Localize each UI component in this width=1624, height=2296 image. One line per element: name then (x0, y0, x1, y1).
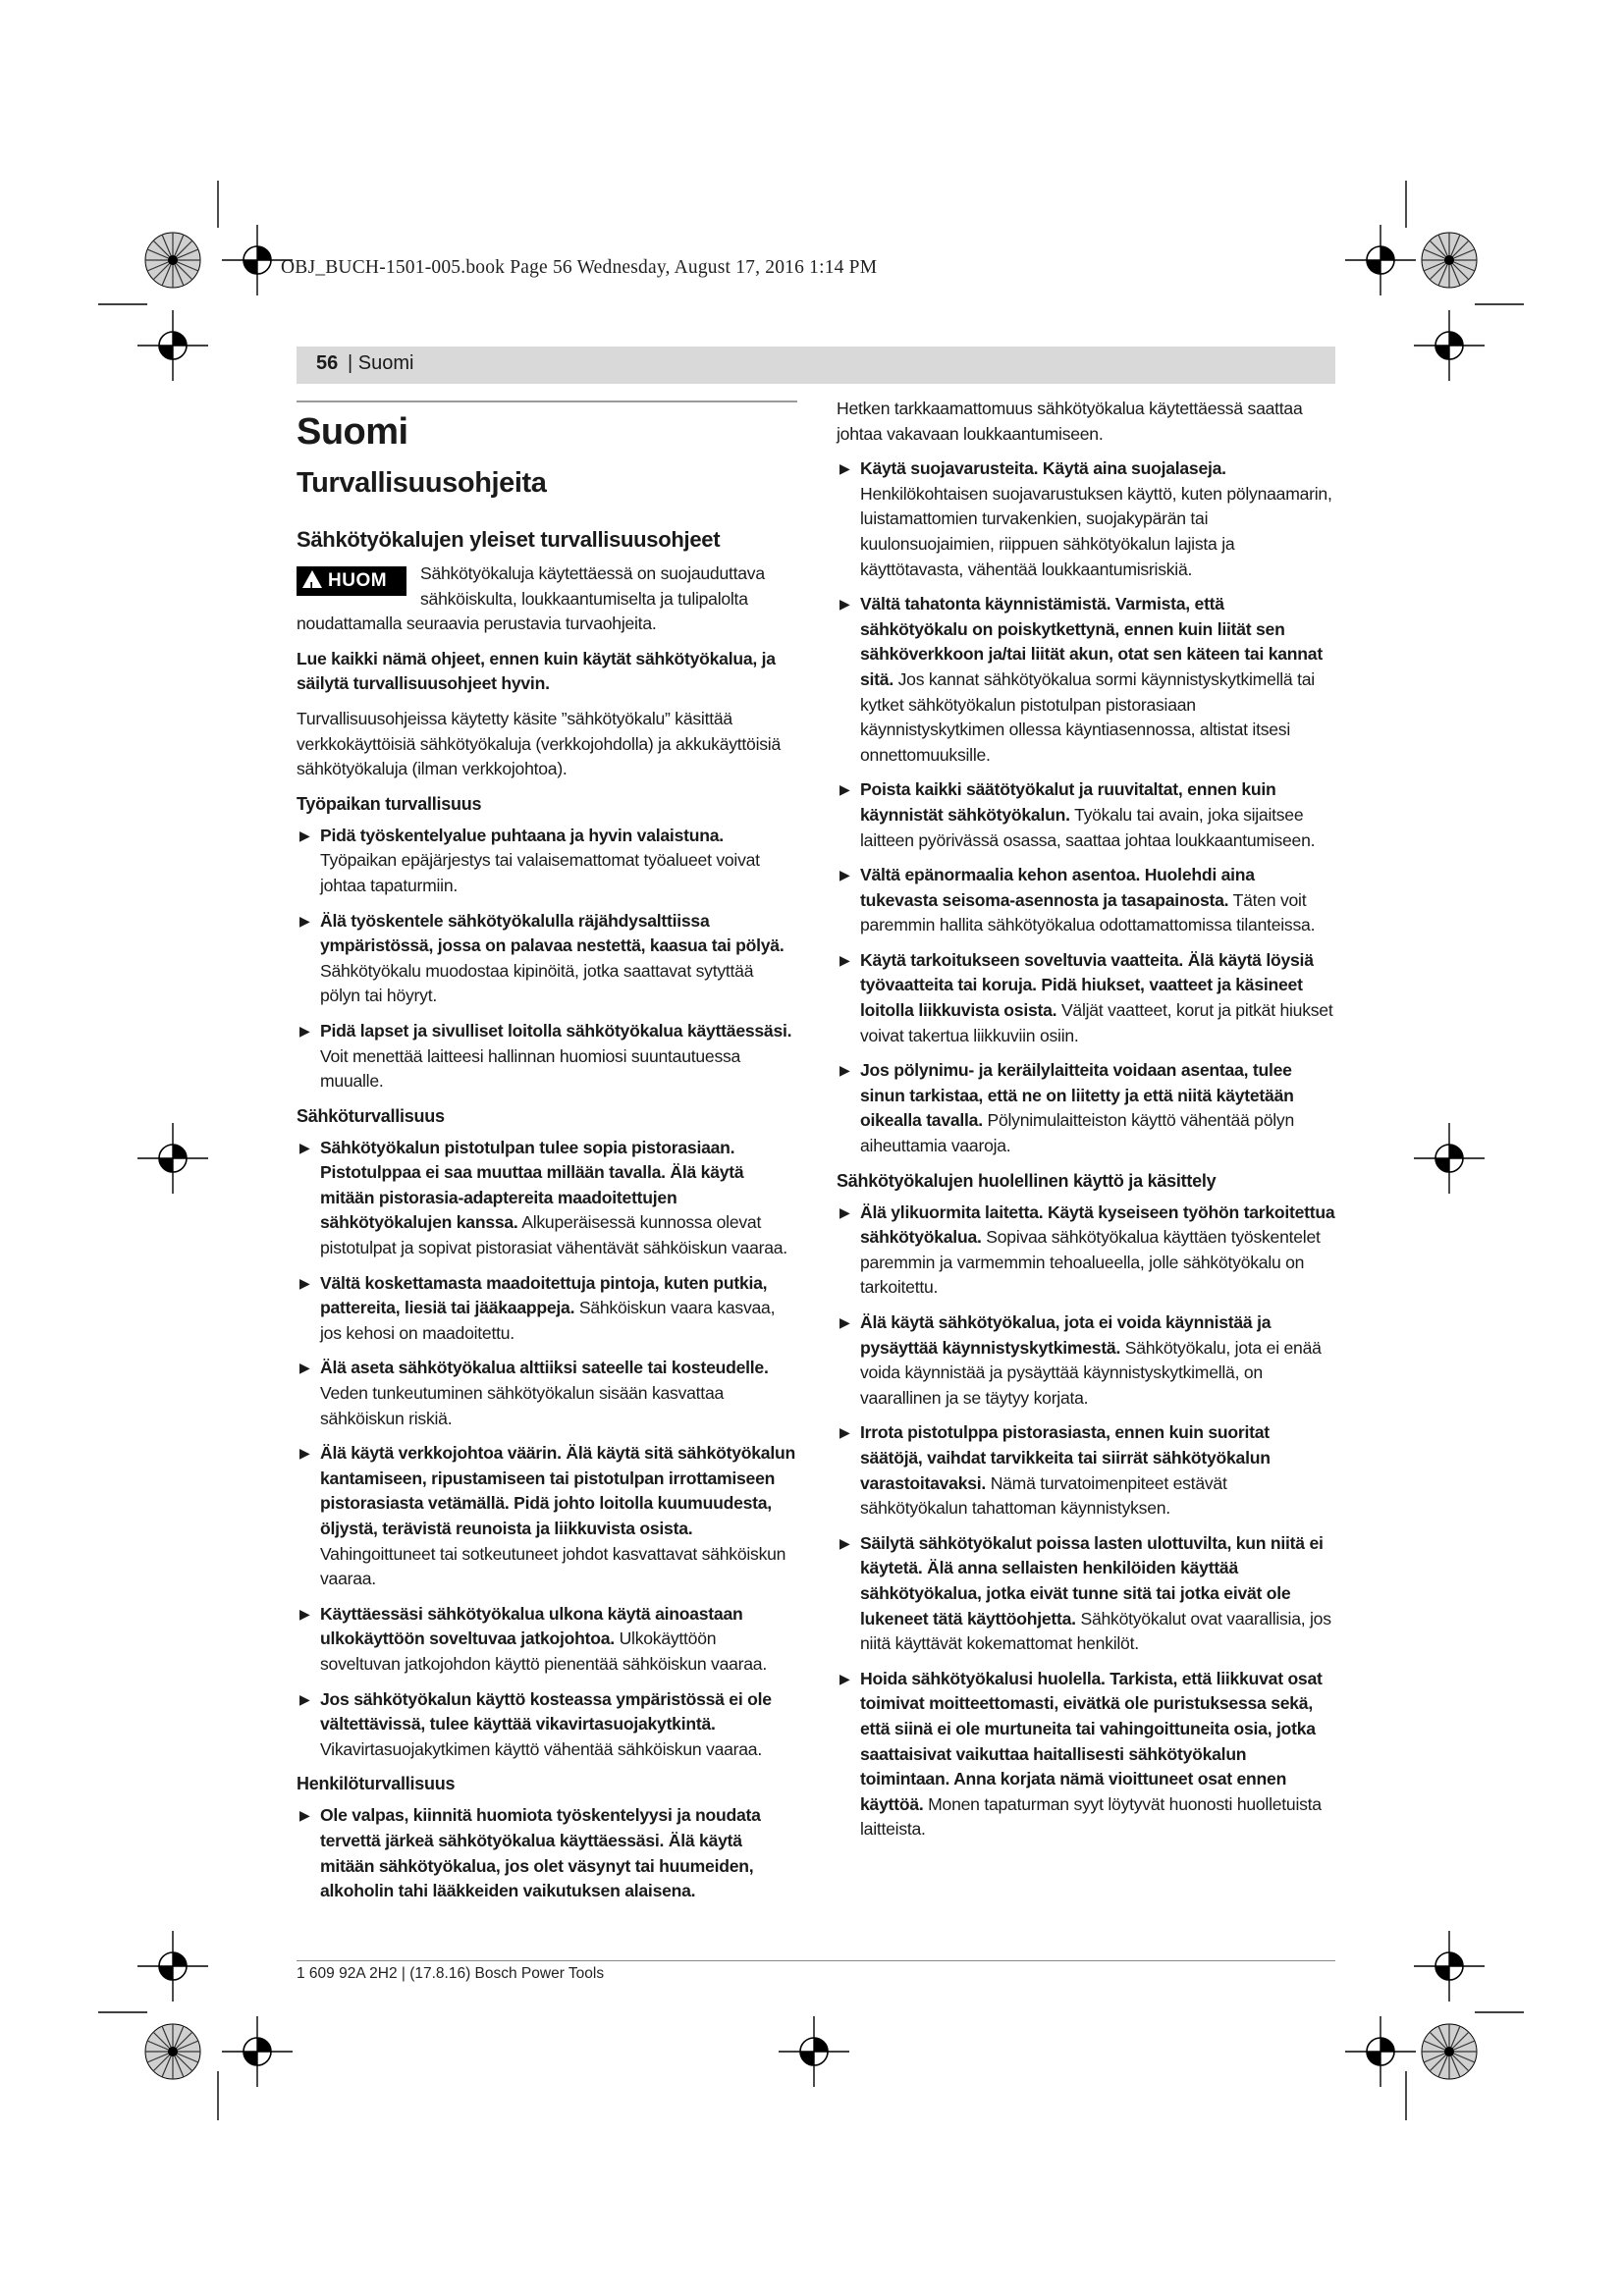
footer-rule (297, 1960, 1335, 1961)
page-footer: 1 609 92A 2H2 | (17.8.16) Bosch Power Tools (297, 1965, 605, 1982)
bullet-arrow-icon: ▶ (299, 1807, 310, 1824)
list-item: ▶ Käytä tarkoitukseen soveltuvia vaatteita. Älä käytä löysiä työvaatteita tai koruja. Pidä hiukset, vaatteet ja käsineet loitolla liikkuvista osista. Väljät vaatteet, korut ja pitkät hiukset voivat takertua liikkuviin osiin. (839, 949, 1333, 1045)
subsection-title: Sähkötyökalujen yleiset turvallisuusohjeet (297, 527, 721, 552)
bullet-arrow-icon: ▶ (839, 1670, 850, 1686)
bullet-arrow-icon: ▶ (299, 1690, 310, 1707)
bullet-arrow-icon: ▶ (839, 1534, 850, 1551)
intro-bold: Lue kaikki nämä ohjeet, ennen kuin käytät sähkötyökalua, ja säilytä turvallisuusohjeet hyvin. (297, 648, 776, 694)
list-item: ▶ Älä käytä verkkojohtoa väärin. Älä käytä sitä sähkötyökalun kantamiseen, ripustamiseen tai pistotulpan irrottamiseen pistorasiasta vetämällä. Pidä johto loitolla kuumuudesta, öljystä, terävistä reunoista ja liikkuvista osista. Vahingoittuneet tai sotkeutuneet johdot kasvattavat sähköiskun vaaraa. (299, 1443, 795, 1589)
warning-block (297, 561, 797, 637)
intro-text: Turvallisuusohjeissa käytetty käsite ”sähkötyökalu” käsittää verkkokäyttöisiä sähkötyökaluja (verkkojohdolla) ja akkukäyttöisiä sähkötyökaluja (ilman verkkojohtoa). (297, 708, 781, 779)
list-item: ▶ Käytä suojavarusteita. Käytä aina suojalaseja. Henkilökohtaisen suojavarustuksen käyttö, kuten pölynaamarin, luistamattomien turvakenkien, suojakypärän tai kuulonsuojaimien, riippuen sähkötyökalun lajista ja käyttötavasta, vähentää loukkaantumisriskiä. (839, 458, 1332, 579)
bullet-arrow-icon: ▶ (299, 1022, 310, 1039)
bullet-arrow-icon: ▶ (299, 1274, 310, 1291)
list-item: ▶ Säilytä sähkötyökalut poissa lasten ulottuvilta, kun niitä ei käytetä. Älä anna sellaisten henkilöiden käyttää sähkötyökalua, jotka eivät tunne sitä tai jotka eivät ole lukeneet tätä käyttöohjetta. Sähkötyökalut ovat vaarallisia, jos niitä käyttävät kokemattomat henkilöt. (839, 1532, 1331, 1654)
section-title: Turvallisuusohjeita (297, 467, 547, 499)
bullet-arrow-icon: ▶ (299, 827, 310, 843)
bullet-arrow-icon: ▶ (299, 1360, 310, 1376)
list-item: ▶ Jos sähkötyökalun käyttö kosteassa ympäristössä ei ole vältettävissä, tulee käyttää vikavirtasuojakytkintä. Vikavirtasuojakytkimen käyttö vähentää sähköiskun vaaraa. (299, 1688, 772, 1759)
list-item: ▶ Pidä työskentelyalue puhtaana ja hyvin valaistuna. Työpaikan epäjärjestys tai valaisemattomat työalueet voivat johtaa tapaturmiin. (299, 825, 760, 895)
bullet-arrow-icon: ▶ (839, 1203, 850, 1220)
warning-badge: ! HUOM (297, 566, 406, 596)
bullet-arrow-icon: ▶ (839, 781, 850, 798)
bullet-arrow-icon: ▶ (299, 1605, 310, 1622)
registration-target-icon (137, 310, 208, 381)
list-item: ▶ Poista kaikki säätötyökalut ja ruuvitaltat, ennen kuin käynnistät sähkötyökalun. Työkalu tai avain, joka sijaitsee laitteen pyörivässä osassa, saattaa johtaa loukkaantumiseen. (839, 779, 1316, 850)
header-section: | Suomi (348, 352, 414, 374)
list-item: ▶ Älä työskentele sähkötyökalulla räjähdysalttiissa ympäristössä, jossa on palavaa nestettä, kaasua tai pölyä. Sähkötyökalu muodostaa kipinöitä, jotka saattavat sytyttää pölyn tai höyryt. (299, 910, 785, 1006)
list-item: ▶ Älä aseta sähkötyökalua alttiiksi sateelle tai kosteudelle. Veden tunkeutuminen sähkötyökalun sisään kasvattaa sähköiskun riskiä. (299, 1358, 769, 1428)
bullet-arrow-icon: ▶ (839, 596, 850, 613)
list-item: ▶ Älä ylikuormita laitetta. Käytä kyseiseen työhön tarkoitettua sähkötyökalua. Sopivaa sähkötyökalua käyttäen työskentelet paremmin ja varmemmin tehoalueella, jolle sähkötyökalu on tarkoitettu. (839, 1201, 1335, 1298)
registration-rosette-icon (1422, 2024, 1477, 2079)
registration-target-icon (1345, 225, 1416, 295)
list-item: ▶ Ole valpas, kiinnitä huomiota työskentelyysi ja noudata tervettä järkeä sähkötyökalua käyttäessäsi. Älä käytä mitään sähkötyökalua, jos olet väsynyt tai huumeiden, alkoholin tahi lääkkeiden vaikutuksen alaisena. (299, 1805, 761, 1901)
bullet-arrow-icon: ▶ (839, 460, 850, 477)
registration-target-icon (1345, 2016, 1416, 2087)
registration-target-icon (1414, 1931, 1485, 2002)
warning-text: Sähkötyökaluja käytettäessä on suojauduttava sähköiskulta, loukkaantumiselta ja tulipalolta noudattamalla seuraavia perustavia turvaohjeita. (297, 563, 765, 634)
registration-target-icon (1414, 1123, 1485, 1194)
bullet-arrow-icon: ▶ (839, 1062, 850, 1079)
list-item: ▶ Hoida sähkötyökalusi huolella. Tarkista, että liikkuvat osat toimivat moitteettomasti, eivätkä ole puristuksessa sekä, että siinä ei ole murtuneita tai vahingoittuneita osia, jotka saattaisivat vaikuttaa haitallisesti sähkötyökalun toimintaan. Anna korjata nämä vioittuneet osat ennen käyttöä. Monen tapaturman syyt löytyvät huonosti huolletuista laitteista. (839, 1668, 1323, 1840)
title-rule (297, 400, 797, 402)
left-column (297, 400, 797, 1914)
list-item: ▶ Irrota pistotulppa pistorasiasta, ennen kuin suoritat säätöjä, vaihdat tarvikkeita tai siirrät sähkötyökalun varastoitavaksi. Nämä turvatoimenpiteet estävät sähkötyökalun tahattoman käynnistyksen. (839, 1422, 1271, 1519)
list-item: ▶ Sähkötyökalun pistotulpan tulee sopia pistorasiaan. Pistotulppaa ei saa muuttaa millään tavalla. Älä käytä mitään pistorasia-adapterеita maadoitettujen sähkötyökalujen kanssa. Alkuperäisessä kunnossa olevat pistotulpat ja sopivat pistorasiat vähentävät sähköiskun vaaraa. (299, 1137, 787, 1258)
section-heading: Työpaikan turvallisuus (297, 793, 482, 814)
continuation-text: Hetken tarkkaamattomuus sähkötyökalua käytettäessä saattaa johtaa vakavaan loukkaantumiseen. (837, 399, 1303, 444)
registration-target-icon (137, 1123, 208, 1194)
list-item: ▶ Vältä epänormaalia kehon asentoa. Huolehdi aina tukevasta seisoma-asennosta ja tasapainosta. Täten voit paremmin hallita sähkötyökalua odottamattomissa tilanteissa. (839, 865, 1316, 935)
bullet-arrow-icon: ▶ (839, 1314, 850, 1330)
list-item: ▶ Käyttäessäsi sähkötyökalua ulkona käytä ainoastaan ulkokäyttöön soveltuvaa jatkojohtoa. Ulkokäyttöön soveltuvan jatkojohdon käyttö pienentää sähköiskun vaaraa. (299, 1603, 767, 1674)
list-item: ▶ Älä käytä sähkötyökalua, jota ei voida käynnistää ja pysäyttää käynnistyskytkimestä. Sähkötyökalu, jota ei enää voida käynnistää ja pysäyttää käynnistyskytkimellä, on vaarallinen ja se täytyy korjata. (839, 1312, 1322, 1408)
list-item: ▶ Pidä lapset ja sivulliset loitolla sähkötyökalua käyttäessäsi. Voit menettää laitteesi hallinnan huomiosi suuntautuessa muualle. (299, 1020, 792, 1092)
section-heading: Sähkötyökalujen huolellinen käyttö ja käsittely (837, 1170, 1217, 1191)
registration-rosette-icon (145, 233, 200, 288)
page-header (297, 347, 1335, 384)
page-title: Suomi (297, 411, 408, 453)
page-number: 56 (316, 352, 339, 374)
section-heading: Henkilöturvallisuus (297, 1774, 456, 1794)
registration-target-icon (1414, 310, 1485, 381)
list-item: ▶ Jos pölynimu- ja keräilylaitteita voidaan asentaa, tulee sinun tarkistaa, että ne on liitetty ja että niitä käytetään oikealla tavalla. Pölynimulaitteiston käyttö vähentää pölyn aiheuttamia vaaroja. (839, 1060, 1294, 1156)
bullet-arrow-icon: ▶ (839, 867, 850, 883)
registration-target-icon (222, 2016, 293, 2087)
list-item: ▶ Vältä tahatonta käynnistämistä. Varmista, että sähkötyökalu on poiskytkettynä, ennen kuin liität sen sähköverkkoon ja/tai liität akun, otat sen käteen tai kannat sitä. Jos kannat sähkötyökalua sormi käynnistyskytkimellä tai kytket sähkötyökalun pistotulpan pistorasiaan käynnistyskytkimen ollessa käyntiasennossa, altistat itsesi onnettomuuksille. (839, 594, 1323, 765)
registration-rosette-icon (145, 2024, 200, 2079)
right-column (837, 397, 1335, 1852)
printer-slug: OBJ_BUCH-1501-005.book Page 56 Wednesday, August 17, 2016 1:14 PM (281, 257, 878, 278)
warning-triangle-icon: ! (302, 570, 322, 588)
registration-target-icon (137, 1931, 208, 2002)
bullet-arrow-icon: ▶ (839, 951, 850, 968)
bullet-arrow-icon: ▶ (299, 1139, 310, 1155)
bullet-arrow-icon: ▶ (839, 1424, 850, 1441)
bullet-arrow-icon: ▶ (299, 1445, 310, 1462)
registration-target-icon (779, 2016, 849, 2087)
registration-rosette-icon (1422, 233, 1477, 288)
list-item: ▶ Vältä koskettamasta maadoitettuja pintoja, kuten putkia, pattereita, liesiä tai jääkaappeja. Sähköiskun vaara kasvaa, jos kehosi on maadoitettu. (299, 1272, 776, 1343)
section-heading: Sähköturvallisuus (297, 1105, 445, 1126)
bullet-arrow-icon: ▶ (299, 912, 310, 929)
